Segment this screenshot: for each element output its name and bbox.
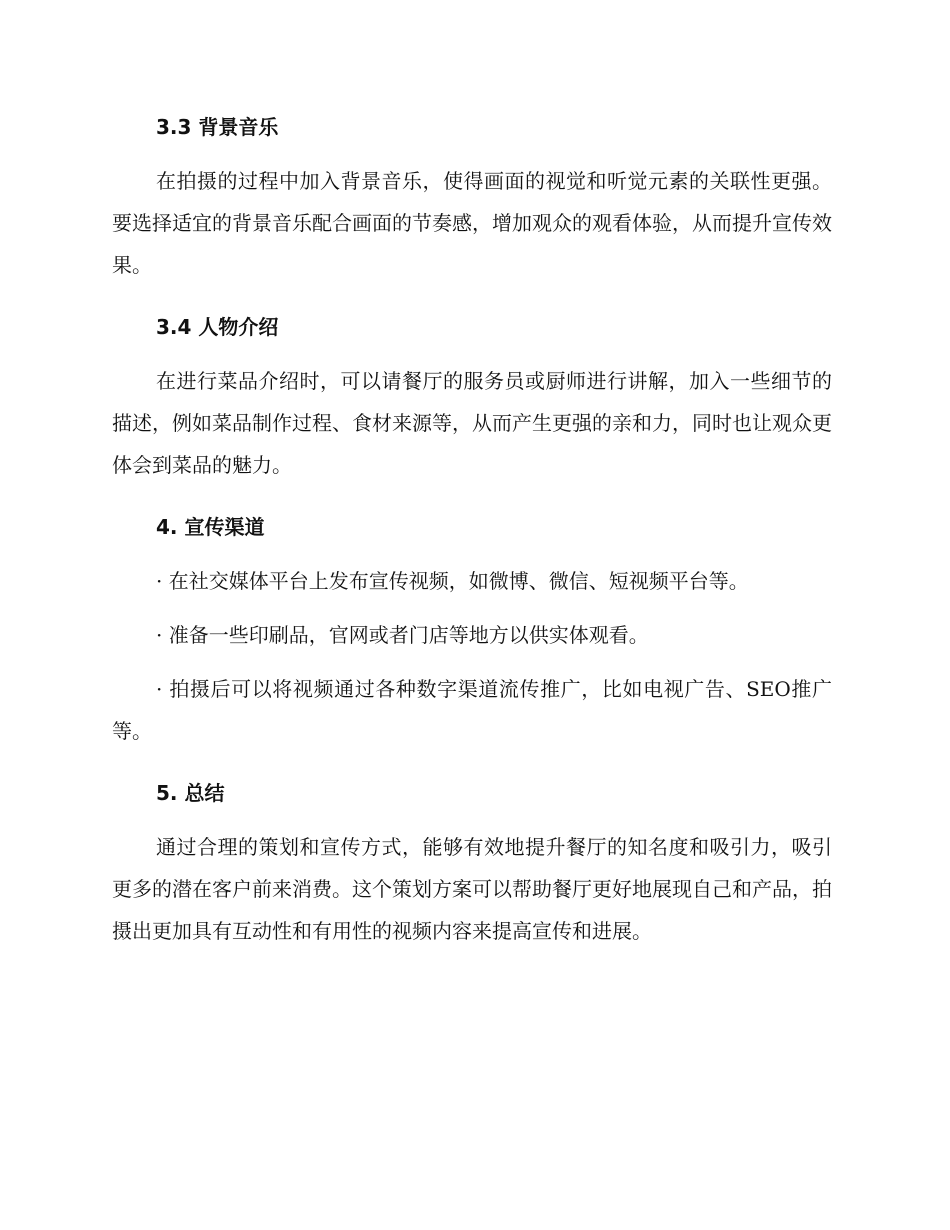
section-paragraph-character-intro: 在进行菜品介绍时，可以请餐厅的服务员或厨师进行讲解，加入一些细节的描述，例如菜品制作过程、食材来源等，从而产生更强的亲和力，同时也让观众更体会到菜品的魅力。	[112, 369, 832, 477]
section-paragraph-background-music: 在拍摄的过程中加入背景音乐，使得画面的视觉和听觉元素的关联性更强。要选择适宜的背景音乐配合画面的节奏感，增加观众的观看体验，从而提升宣传效果。	[112, 169, 832, 277]
bullet-item-print-materials: · 准备一些印刷品，官网或者门店等地方以供实体观看。	[156, 623, 649, 647]
section-heading-promotion-channels: 4. 宣传渠道	[156, 515, 265, 539]
bullet-item-social-media: · 在社交媒体平台上发布宣传视频，如微博、微信、短视频平台等。	[156, 569, 749, 593]
section-paragraph-summary: 通过合理的策划和宣传方式，能够有效地提升餐厅的知名度和吸引力，吸引更多的潜在客户前来消费。这个策划方案可以帮助餐厅更好地展现自己和产品，拍摄出更加具有互动性和有用性的视频内容来提高宣传和进展。	[112, 835, 832, 943]
section-heading-background-music: 3.3 背景音乐	[156, 115, 279, 139]
document-content	[112, 112, 832, 952]
section-heading-summary: 5. 总结	[156, 781, 225, 805]
section-heading-character-intro: 3.4 人物介绍	[156, 315, 279, 339]
bullet-item-digital-channels: · 拍摄后可以将视频通过各种数字渠道流传推广，比如电视广告、SEO推广等。	[112, 677, 832, 743]
